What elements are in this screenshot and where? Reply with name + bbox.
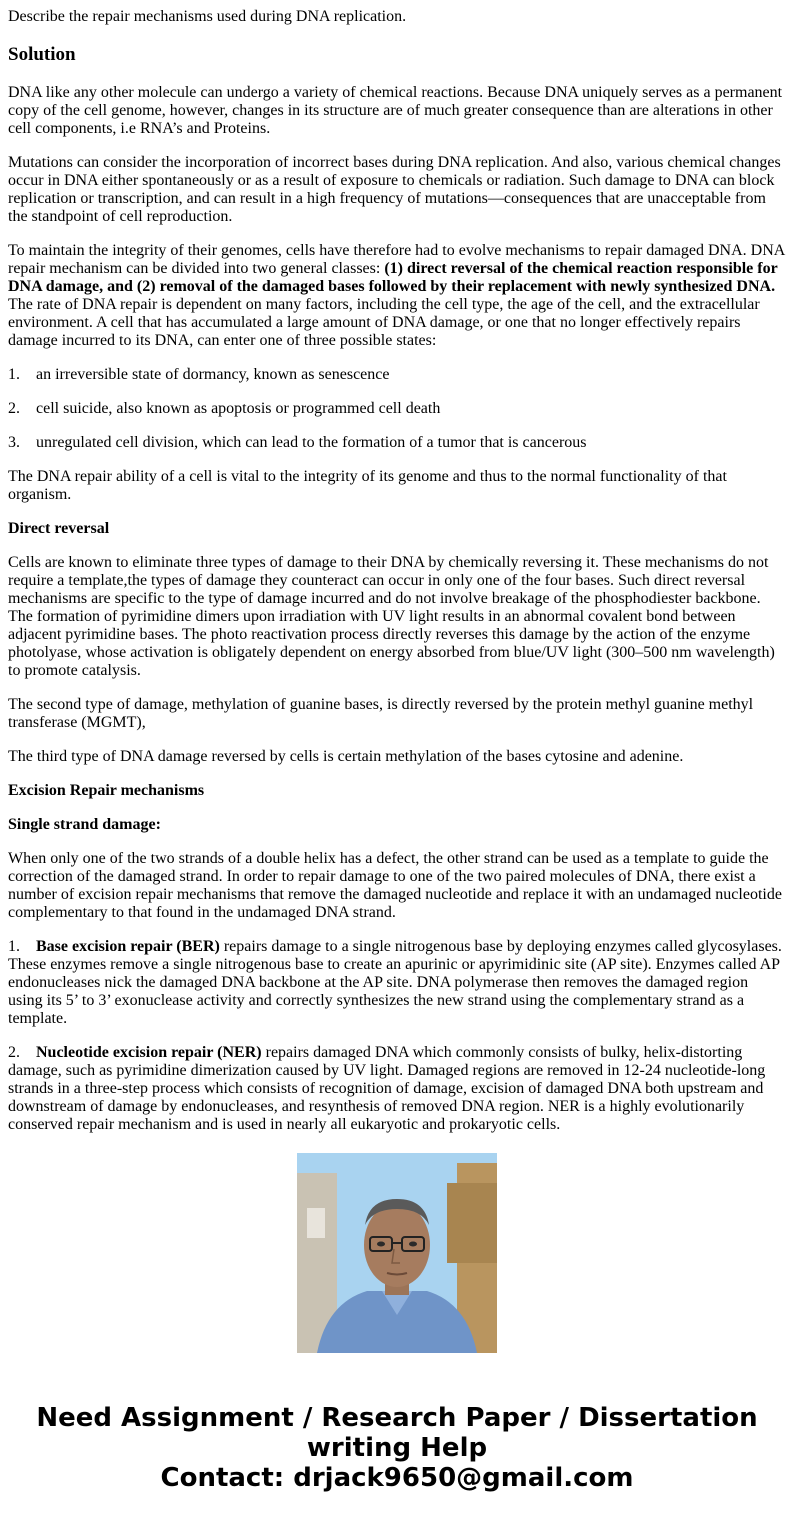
paragraph-integrity bbox=[8, 242, 786, 350]
paragraph-intro: DNA like any other molecule can undergo a variety of chemical reactions. Because DNA uniquely serves as a permanent copy of the cell genome, however, changes in its structure are of much greater consequence than are alterations in other cell components, i.e RNA’s and Proteins. bbox=[8, 84, 783, 137]
footer-line-2: writing Help bbox=[306, 1433, 488, 1463]
paragraph-mutations: Mutations can consider the incorporation of incorrect bases during DNA replication. And also, various chemical changes occur in DNA either spontaneously or as a result of exposure to chemicals or radiation. Such damage to DNA can block replication or transcription, and can result in a high frequency of mutations—consequences that are unacceptable from the standpoint of cell reproduction. bbox=[8, 154, 781, 225]
list-text: repairs damage to a single nitrogenous base by deploying enzymes called glycosylases. These enzymes remove a single nitrogenous base to create an apurinic or apyrimidinic site (AP site). Enzymes called AP endonucleases nick the damaged DNA backbone at the AP site. DNA polymerase then removes the damaged region using its 5’ to 3’ exonuclease activity and correctly synthesizes the new strand using the complementary strand as a template. bbox=[8, 938, 782, 1027]
list-item-state-1 bbox=[8, 366, 786, 384]
footer-banner bbox=[0, 1403, 794, 1493]
heading-single-strand-text: Single strand damage: bbox=[8, 816, 161, 833]
paragraph-direct-reversal-3: The third type of DNA damage reversed by cells is certain methylation of the bases cytosine and adenine. bbox=[8, 748, 684, 765]
author-photo bbox=[297, 1153, 497, 1353]
paragraph-direct-reversal-2: The second type of damage, methylation of guanine bases, is directly reversed by the protein methyl guanine methyl transferase (MGMT), bbox=[8, 696, 754, 731]
question-text: Describe the repair mechanisms used during DNA replication. bbox=[8, 8, 407, 25]
list-number: 2. bbox=[8, 400, 20, 417]
list-number: 2. bbox=[8, 1044, 20, 1061]
footer-contact: Contact: drjack9650@gmail.com bbox=[160, 1463, 634, 1493]
list-number: 3. bbox=[8, 434, 20, 451]
list-number: 1. bbox=[8, 366, 20, 383]
list-item-state-3 bbox=[8, 434, 786, 452]
list-text: unregulated cell division, which can lead to the formation of a tumor that is cancerous bbox=[36, 434, 587, 451]
document-body bbox=[8, 0, 786, 1133]
footer-line-1: Need Assignment / Research Paper / Dissertation bbox=[36, 1403, 758, 1433]
author-portrait bbox=[297, 1153, 497, 1353]
heading-excision-repair-text: Excision Repair mechanisms bbox=[8, 782, 205, 799]
list-item-state-2 bbox=[8, 400, 786, 418]
paragraph-integrity-bold: (1) direct reversal of the chemical reaction responsible for DNA damage, and (2) removal of the damaged bases followed by their replacement with newly synthesized DNA. bbox=[8, 260, 778, 295]
solution-heading: Solution bbox=[8, 44, 76, 65]
list-bold-term: Base excision repair (BER) bbox=[36, 938, 220, 955]
paragraph-integrity-end: The rate of DNA repair is dependent on many factors, including the cell type, the age of the cell, and the extracellular environment. A cell that has accumulated a large amount of DNA damage, or one that no longer effectively repairs damage incurred to its DNA, can enter one of three possible states: bbox=[8, 296, 760, 349]
list-number: 1. bbox=[8, 938, 20, 955]
list-text: cell suicide, also known as apoptosis or programmed cell death bbox=[36, 400, 441, 417]
heading-direct-reversal bbox=[8, 520, 786, 538]
list-text: repairs damaged DNA which commonly consists of bulky, helix-distorting damage, such as pyrimidine dimerization caused by UV light. Damaged regions are removed in 12-24 nucleotide-long strands in a three-step process which consists of recognition of damage, excision of damaged DNA both upstream and downstream of damage by endonucleases, and resynthesis of removed DNA region. NER is a highly evolutionarily conserved repair mechanism and is used in nearly all eukaryotic and prokaryotic cells. bbox=[8, 1044, 766, 1133]
heading-direct-reversal-text: Direct reversal bbox=[8, 520, 110, 537]
paragraph-direct-reversal-1: Cells are known to eliminate three types of damage to their DNA by chemically reversing it. These mechanisms do not require a template,the types of damage they counteract can occur in only one of the four bases. Such direct reversal mechanisms are specific to the type of damage incurred and do not involve breakage of the phosphodiester backbone. The formation of pyrimidine dimers upon irradiation with UV light results in an abnormal covalent bond between adjacent pyrimidine bases. The photo reactivation process directly reverses this damage by the action of the enzyme photolyase, whose activation is obligately dependent on energy absorbed from blue/UV light (300–500 nm wavelength) to promote catalysis. bbox=[8, 554, 775, 679]
paragraph-integrity-start: To maintain the integrity of their genomes, cells have therefore had to evolve mechanisms to repair damaged DNA. DNA repair mechanism can be divided into two general classes: bbox=[8, 242, 785, 277]
list-bold-term: Nucleotide excision repair (NER) bbox=[36, 1044, 262, 1061]
heading-single-strand bbox=[8, 816, 786, 834]
list-item-ner bbox=[8, 1044, 786, 1134]
list-item-ber bbox=[8, 938, 786, 1028]
heading-excision-repair bbox=[8, 782, 786, 800]
list-text: an irreversible state of dormancy, known as senescence bbox=[36, 366, 390, 383]
paragraph-single-strand: When only one of the two strands of a double helix has a defect, the other strand can be used as a template to guide the correction of the damaged strand. In order to repair damage to one of the two paired molecules of DNA, there exist a number of excision repair mechanisms that remove the damaged nucleotide and replace it with an undamaged nucleotide complementary to that found in the undamaged DNA strand. bbox=[8, 850, 782, 921]
paragraph-repair-ability: The DNA repair ability of a cell is vital to the integrity of its genome and thus to the normal functionality of that organism. bbox=[8, 468, 727, 503]
